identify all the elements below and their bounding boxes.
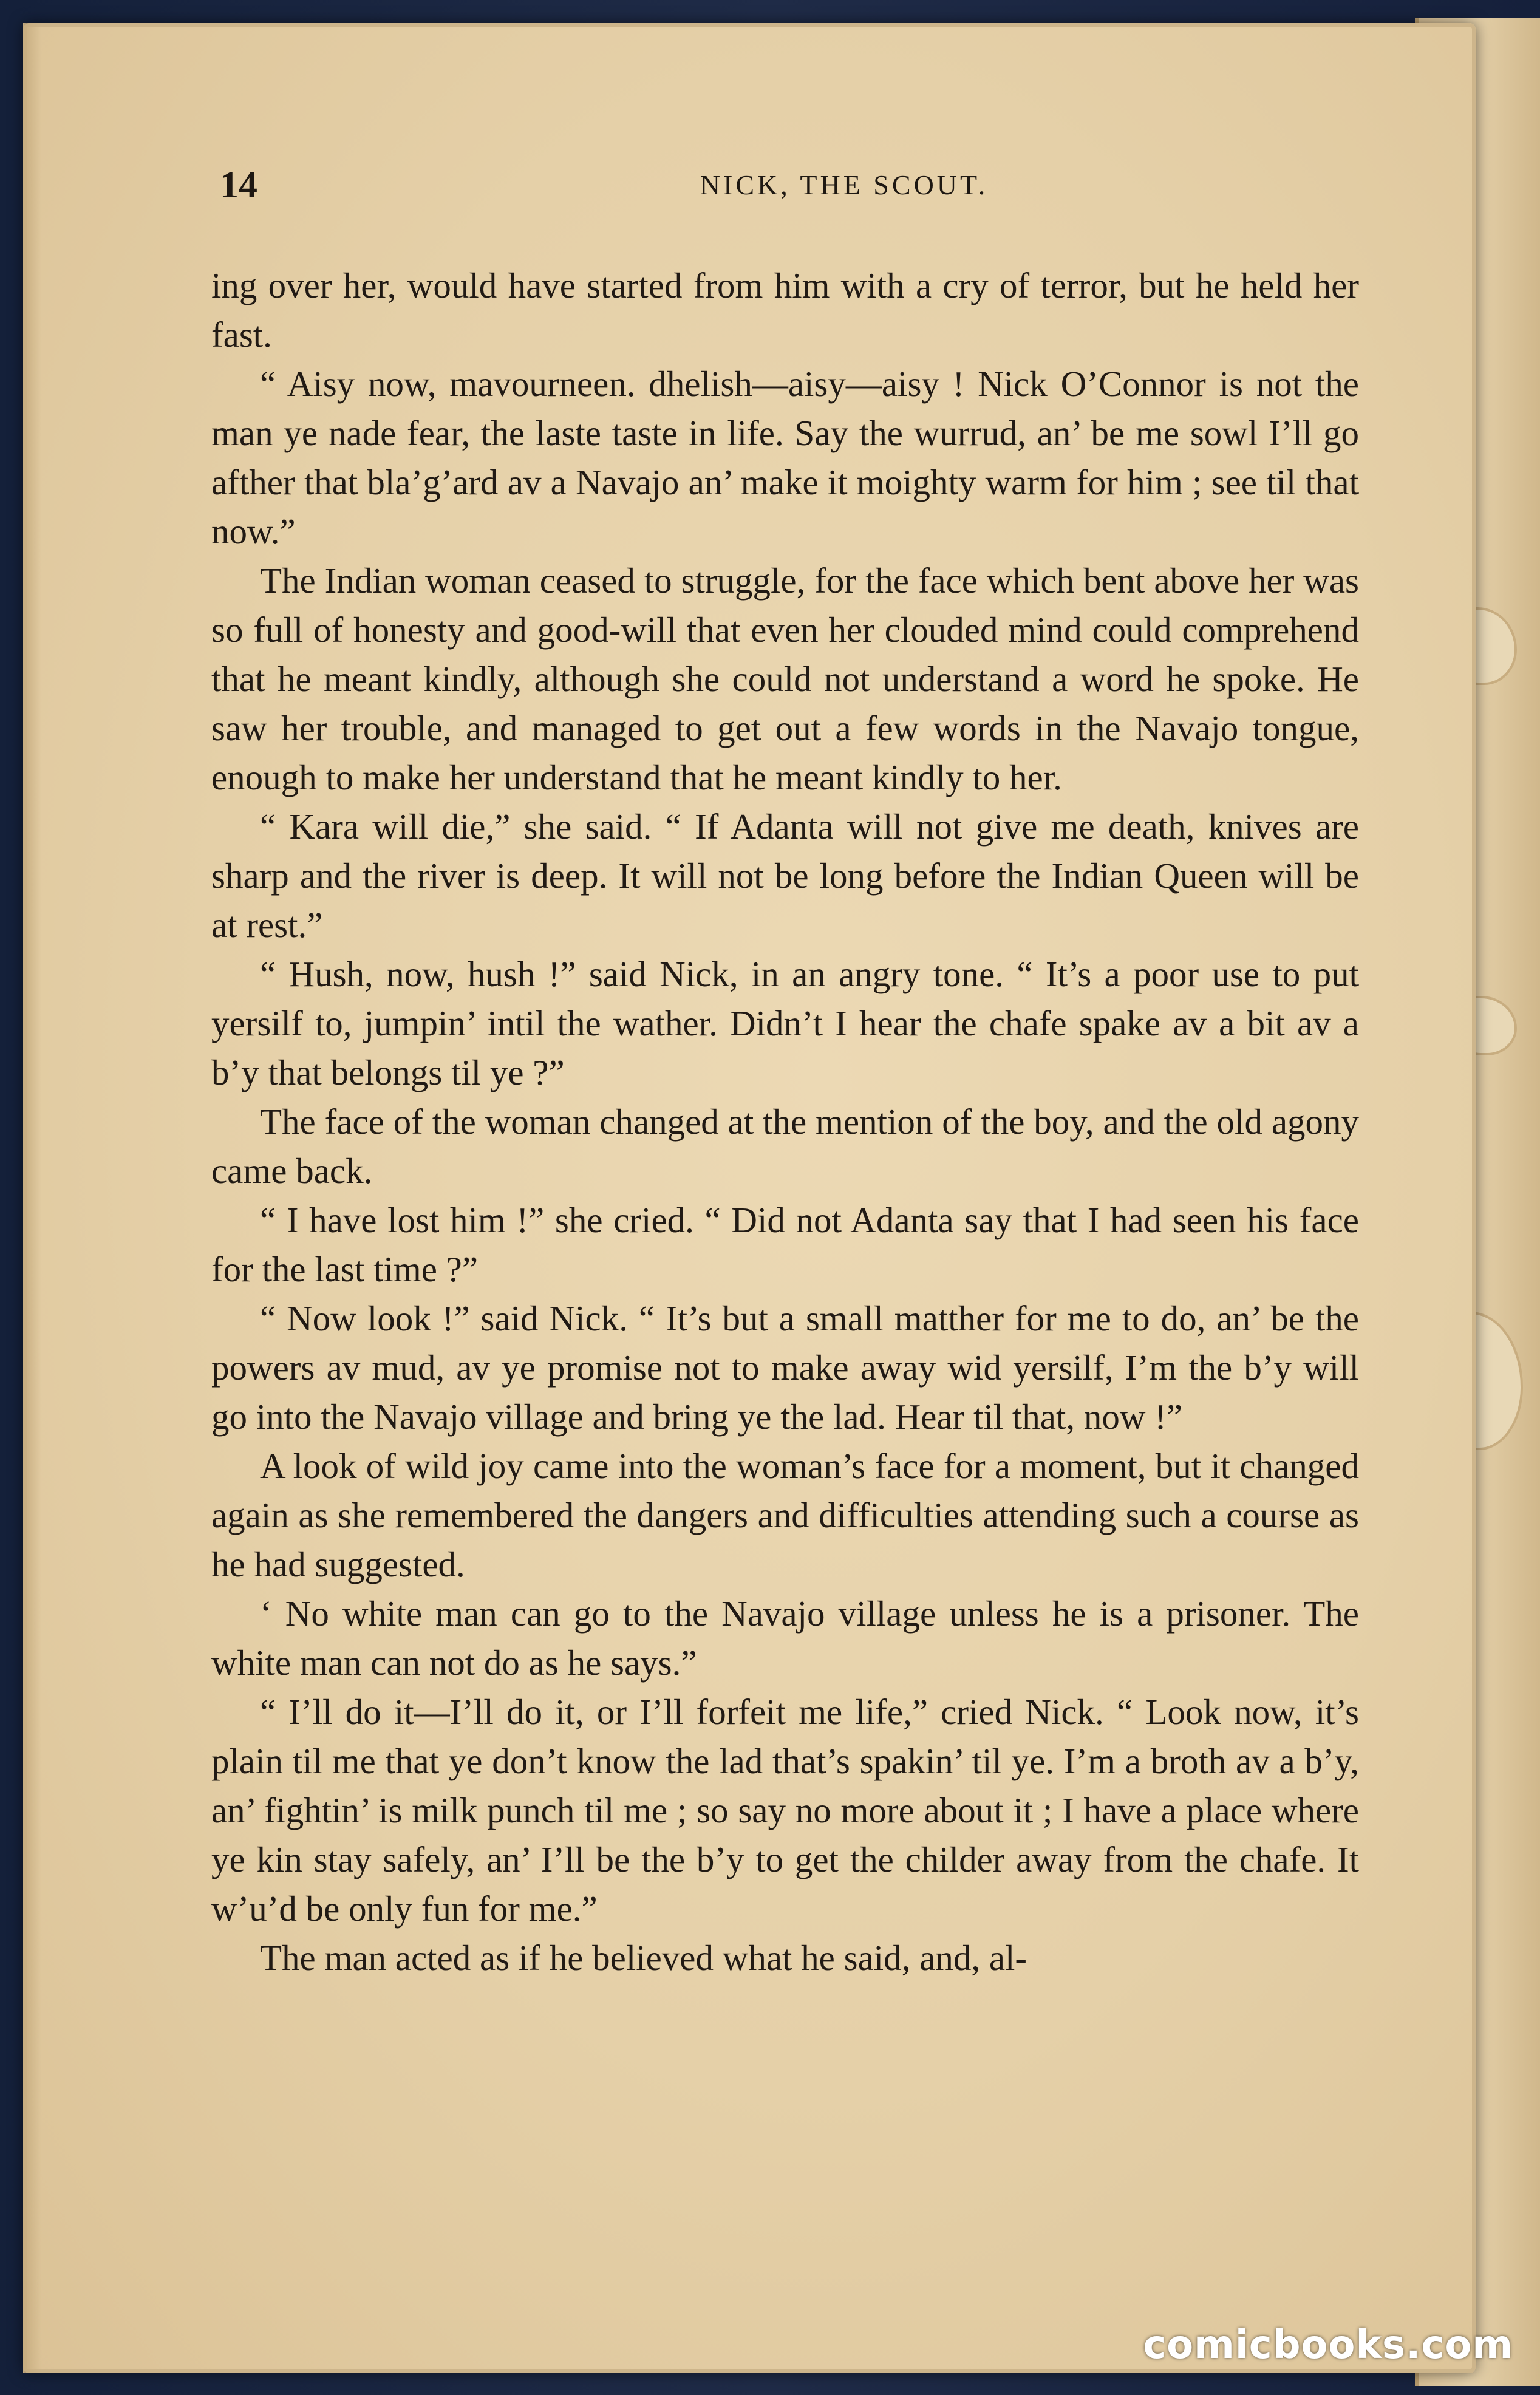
page-number: 14 <box>220 165 257 206</box>
paragraph: “ Hush, now, hush !” said Nick, in an angry tone. “ It’s a poor use to put yersilf to, jumpin’ intil the wather. Didn’t I hear the chafe spake av a bit av a b’y that belongs til ye ?” <box>211 954 1359 1092</box>
page-shadow <box>23 23 41 2373</box>
paragraph: “ I’ll do it—I’ll do it, or I’ll forfeit me life,” cried Nick. “ Look now, it’s plain til me that ye don’t know the lad that’s spakin’ til ye. I’m a broth av a b’y, an’ fightin’ is milk punch til me ; so say no more about it ; I have a place where ye kin stay safely, an’ I’ll be the b’y to get the childer away from the chafe. It w’u’d be only fun for me.” <box>211 1692 1359 1929</box>
paragraph: “ Kara will die,” she said. “ If Adanta will not give me death, knives are sharp and the river is deep. It will not be long before the Indian Queen will be at rest.” <box>211 806 1359 945</box>
paragraph: The face of the woman changed at the mention of the boy, and the old agony came back. <box>211 1102 1359 1191</box>
paragraph: The Indian woman ceased to struggle, for the face which bent above her was so full of honesty and good-will that even her clouded mind could comprehend that he meant kindly, although she could not understand a word he spoke. He saw her trouble, and managed to get out a few words in the Navajo tongue, enough to make her understand that he meant kindly to her. <box>211 560 1359 797</box>
paragraph: “ Now look !” said Nick. “ It’s but a small matther for me to do, an’ be the powers av mud, av ye promise not to make away wid yersilf, I’m the b’y will go into the Navajo village and bring ye the lad. Hear til that, now !” <box>211 1298 1359 1437</box>
watermark: comicbooks.com <box>1143 2323 1513 2368</box>
paragraph: ing over her, would have started from him with a cry of terror, but he held her fast. <box>211 265 1359 355</box>
paragraph: The man acted as if he believed what he said, and, al- <box>260 1938 1027 1978</box>
paragraph: “ Aisy now, mavourneen. dhelish—aisy—aisy ! Nick O’Connor is not the man ye nade fear, the laste taste in life. Say the wurrud, an’ be me sowl I’ll go afther that bla’g’ard av a Navajo an’ make it moighty warm for him ; see til that now.” <box>211 364 1359 551</box>
page-body-text <box>211 261 1359 1983</box>
paragraph: “ I have lost him !” she cried. “ Did not Adanta say that I had seen his face for the last time ?” <box>211 1200 1359 1289</box>
paragraph: ‘ No white man can go to the Navajo village unless he is a prisoner. The white man can not do as he says.” <box>211 1593 1359 1683</box>
running-title: NICK, THE SCOUT. <box>700 169 989 200</box>
paragraph: A look of wild joy came into the woman’s face for a moment, but it changed again as she remembered the dangers and difficulties attending such a course as he had suggested. <box>211 1446 1359 1584</box>
running-header <box>182 164 1354 213</box>
